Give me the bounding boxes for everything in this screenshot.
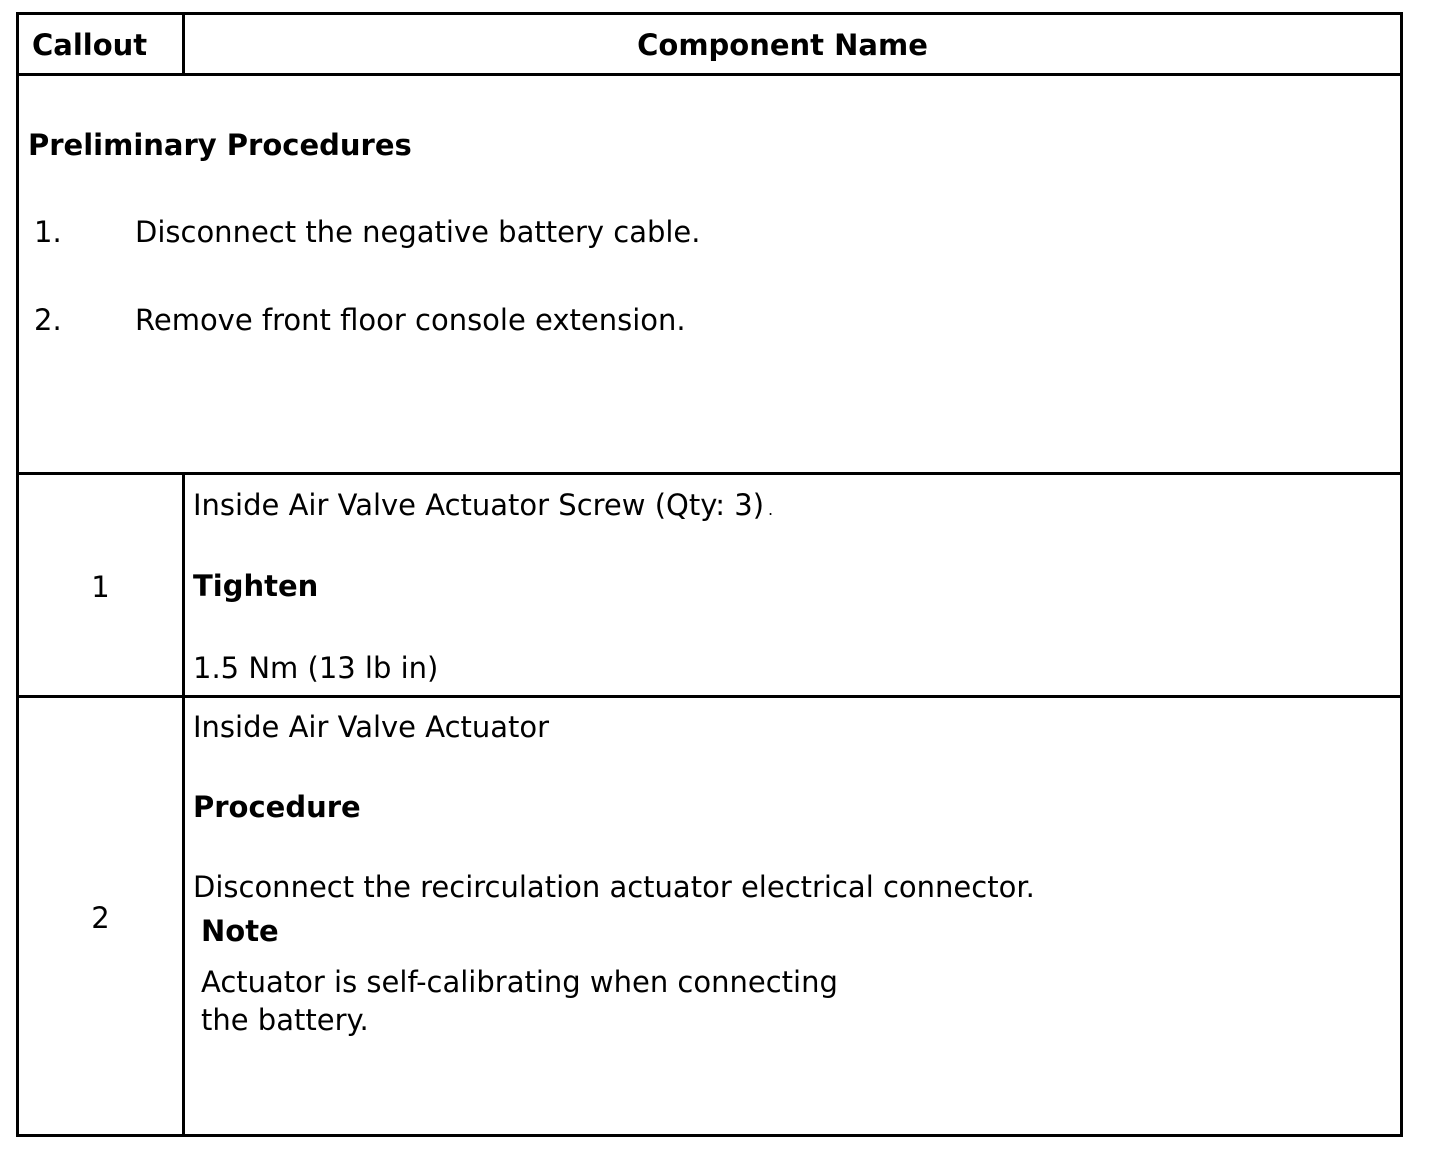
- component-name-suffix: .: [768, 500, 774, 519]
- note-text: the battery.: [201, 1003, 369, 1037]
- note-label: Note: [201, 914, 279, 948]
- procedure-text: Disconnect the recirculation actuator electrical connector.: [193, 870, 1035, 904]
- row-divider: [16, 695, 1403, 698]
- preliminary-divider: [16, 472, 1403, 475]
- step-number: 2.: [34, 303, 62, 337]
- header-component-name: Component Name: [637, 28, 928, 62]
- column-divider-rows: [182, 472, 185, 1137]
- step-text: Remove front floor console extension.: [135, 303, 686, 337]
- step-number: 1.: [34, 215, 62, 249]
- component-name: [193, 487, 773, 528]
- callout-number: 1: [91, 570, 110, 604]
- callout-number: 2: [91, 901, 110, 935]
- torque-value: 1.5 Nm (13 lb in): [193, 651, 439, 685]
- action-label: Procedure: [193, 790, 361, 824]
- action-label: Tighten: [193, 569, 319, 603]
- header-callout: Callout: [32, 28, 148, 62]
- preliminary-title: Preliminary Procedures: [28, 128, 412, 162]
- header-divider: [16, 73, 1403, 76]
- note-text: Actuator is self-calibrating when connecting: [201, 965, 838, 999]
- component-name: Inside Air Valve Actuator: [193, 710, 550, 744]
- step-text: Disconnect the negative battery cable.: [135, 215, 701, 249]
- component-name-text: Inside Air Valve Actuator Screw (Qty: 3): [193, 488, 765, 522]
